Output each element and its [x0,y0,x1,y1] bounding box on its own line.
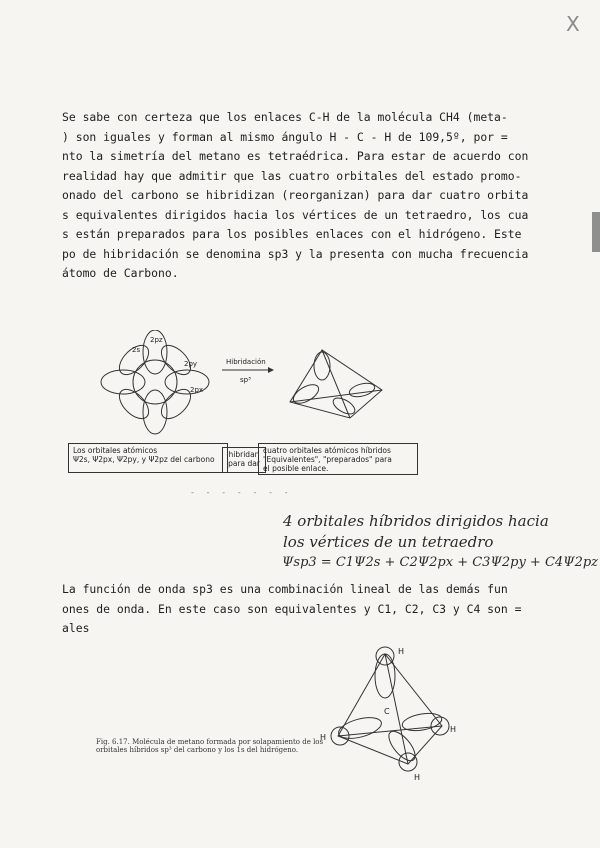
text-line: La función de onda sp3 es una combinación lineal de las demás fun [62,582,508,596]
text-line: ones de onda. En este caso son equivalentes y C1, C2, C3 y C4 son = [62,601,522,616]
handwritten-equation: Ψsp3 = C1Ψ2s + C2Ψ2px + C3Ψ2py + C4Ψ2pz [282,555,599,570]
text-line: ) son iguales y forman al mismo ángulo H - C - H de 109,5º, por = [62,129,508,144]
orbital-lobe [143,390,167,434]
atom-label-h: H [320,733,327,742]
scan-edge-mark [592,212,600,252]
box-left-line: Ψ2s, Ψ2px, Ψ2py, y Ψ2pz del carbono [73,455,215,464]
orbital-2s [133,360,177,404]
atom-label-h: H [398,647,405,656]
text-line: s equivalentes dirigidos hacia los vértices de un tetraedro, los cua [62,207,529,222]
handwritten-note-line: los vértices de un tetraedro [283,533,494,551]
handwritten-note-line: 4 orbitales híbridos dirigidos hacia [283,512,549,530]
text-line: ales [62,621,90,635]
corner-x-mark: X [566,12,580,36]
tetrahedron-hybrid-drawing [290,350,382,418]
orbital-lobe [114,384,154,424]
label-2pz: 2pz [150,336,163,344]
box-mid-line: para dar [228,459,260,468]
box-right-line: cuatro orbitales atómicos híbridos [263,446,391,455]
atom-label-c: C [384,707,390,716]
hybridization-diagram [100,330,440,440]
label-2px: 2px [190,386,204,394]
figure-caption: Fig. 6.17. Molécula de metano formada por solapamiento de los orbitales híbridos sp³ del carbono y los 1s del hidrógeno. [96,738,324,754]
box-right-line: "Equivalentes", "preparados" para [263,455,392,464]
paragraph-wave-function [62,580,592,639]
box-hybrid-orbitals [258,443,418,475]
arrow-label-top: Hibridación [226,358,266,366]
arrow-label-bottom: sp³ [240,376,251,384]
atomic-orbitals-drawing [101,330,209,434]
text-line: Se sabe con certeza que los enlaces C-H de la molécula CH4 (meta- [62,110,508,124]
text-line: onado del carbono se hibridizan (reorganizan) para dar cuatro orbita [62,188,529,202]
box-atomic-orbitals [68,443,228,473]
text-line: s están preparados para los posibles enlaces con el hidrógeno. Este [62,227,522,241]
paragraph-hybridization [62,108,592,284]
label-2py: 2py [184,360,198,368]
atom-label-h: H [450,725,457,734]
text-line: realidad hay que admitir que las cuatro orbitales del estado promo- [62,168,522,183]
text-line: po de hibridación se denomina sp3 y la presenta con mucha frecuencia [62,246,529,261]
dotted-separator: - - - - - - - [190,488,292,497]
atom-label-h: H [414,773,421,782]
text-line: átomo de Carbono. [62,266,179,280]
arrow-head-icon [268,367,274,373]
box-right-line: el posible enlace. [263,464,329,473]
label-2s: 2s [132,346,141,354]
methane-molecule-diagram [310,640,460,790]
text-line: nto la simetría del metano es tetraédrica. Para estar de acuerdo con [62,149,529,163]
box-left-line: Los orbitales atómicos [73,446,158,455]
box-mid-line: hibridan [228,450,260,459]
